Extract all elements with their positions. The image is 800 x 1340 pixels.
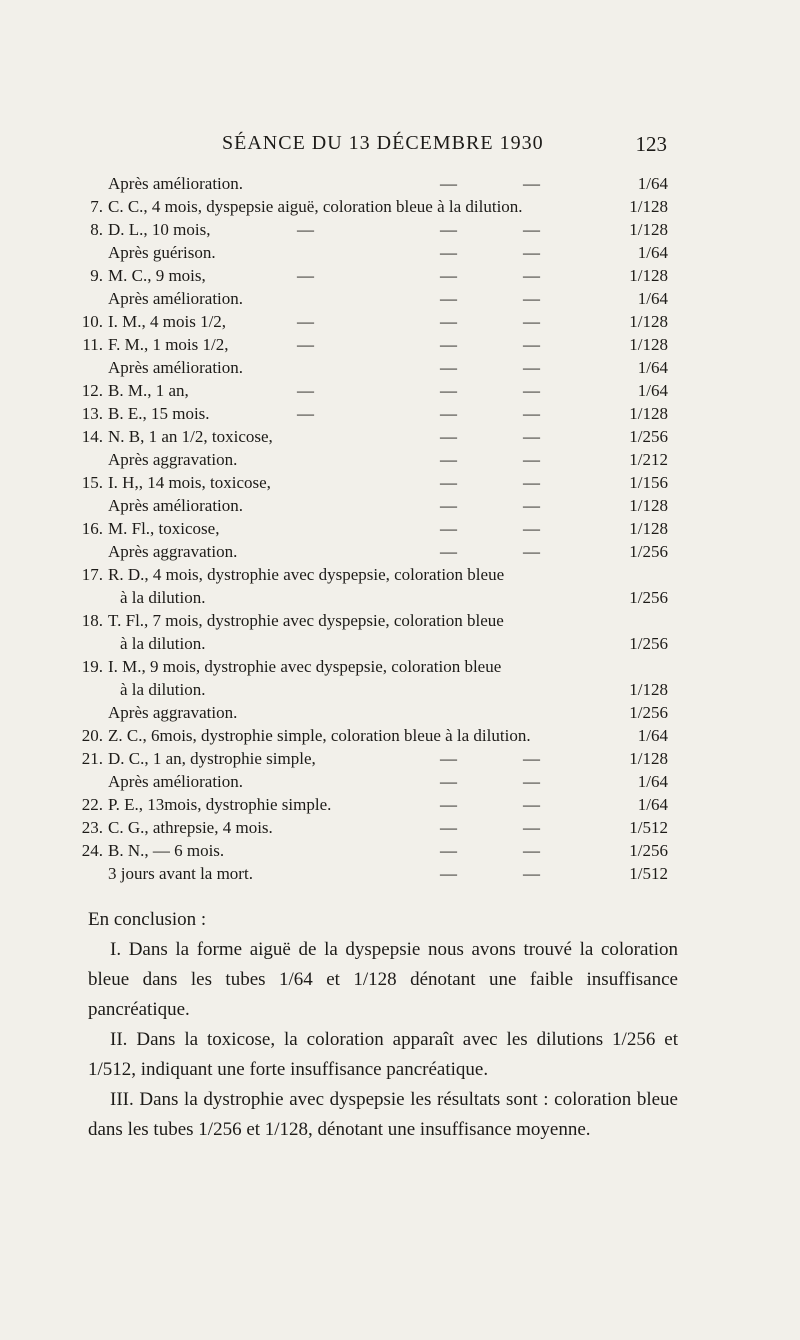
conclusion-section — [88, 905, 678, 1145]
case-number: 19. — [81, 657, 103, 676]
ditto-dash: — — [440, 335, 457, 354]
ditto-dash: — — [523, 496, 540, 515]
ditto-dash: — — [523, 841, 540, 860]
case-description: I. H,, 14 mois, toxicose, — [108, 473, 271, 492]
ditto-dash: — — [440, 772, 457, 791]
case-description: M. Fl., toxicose, — [108, 519, 220, 538]
case-description: Après amélioration. — [108, 358, 244, 377]
case-row — [0, 402, 800, 425]
case-description: 3 jours avant la mort. — [108, 864, 253, 883]
dilution-value: 1/256 — [629, 634, 668, 653]
case-number: 21. — [81, 749, 103, 768]
conclusion-paragraph: III. Dans la dystrophie avec dyspepsie les résultats sont : coloration bleue dans les tubes 1/256 et 1/128, dénotant une insuffisance moyenne. — [88, 1089, 678, 1140]
ditto-dash: — — [440, 174, 457, 193]
case-description: D. L., 10 mois, — [108, 220, 211, 239]
case-description: P. E., 13mois, dystrophie simple. — [108, 795, 332, 814]
dilution-value: 1/256 — [629, 427, 668, 446]
dilution-value: 1/64 — [637, 358, 668, 377]
dilution-value: 1/64 — [637, 174, 668, 193]
dilution-value: 1/256 — [629, 542, 668, 561]
case-row — [0, 724, 800, 747]
ditto-dash: — — [440, 795, 457, 814]
case-row — [0, 540, 800, 563]
case-number: 13. — [81, 404, 103, 423]
case-row — [0, 264, 800, 287]
case-row — [0, 816, 800, 839]
case-number: 11. — [82, 335, 103, 354]
case-description: B. M., 1 an, — [108, 381, 189, 400]
case-row — [0, 839, 800, 862]
ditto-dash: — — [440, 473, 457, 492]
case-row — [0, 494, 800, 517]
case-row — [0, 678, 800, 701]
case-description: B. N., — 6 mois. — [108, 841, 225, 860]
ditto-dash: — — [440, 220, 457, 239]
case-description: T. Fl., 7 mois, dystrophie avec dyspepsie, coloration bleue — [108, 611, 504, 630]
case-number: 12. — [81, 381, 103, 400]
case-row — [0, 425, 800, 448]
case-number: 20. — [81, 726, 103, 745]
page-number: 123 — [635, 132, 667, 156]
case-row — [0, 356, 800, 379]
case-description: Après aggravation. — [108, 450, 238, 469]
ditto-dash: — — [523, 404, 540, 423]
case-description: I. M., 9 mois, dystrophie avec dyspepsie, coloration bleue — [108, 657, 502, 676]
ditto-dash: — — [440, 312, 457, 331]
dilution-value: 1/128 — [629, 404, 668, 423]
dilution-value: 1/64 — [637, 726, 668, 745]
conclusion-paragraph: I. Dans la forme aiguë de la dyspepsie nous avons trouvé la coloration bleue dans les tubes 1/64 et 1/128 dénotant une faible insuffisance pancréatique. — [88, 939, 678, 1020]
case-row — [0, 172, 800, 195]
case-description: Après aggravation. — [108, 703, 238, 722]
case-row — [0, 195, 800, 218]
ditto-dash: — — [523, 289, 540, 308]
ditto-dash: — — [440, 358, 457, 377]
case-row — [0, 517, 800, 540]
dilution-value: 1/64 — [637, 381, 668, 400]
ditto-dash: — — [297, 381, 314, 400]
dilution-value: 1/128 — [629, 680, 668, 699]
case-number: 22. — [81, 795, 103, 814]
case-row — [0, 747, 800, 770]
case-row — [0, 862, 800, 885]
case-description: Après amélioration. — [108, 174, 244, 193]
case-description: à la dilution. — [120, 680, 206, 699]
dilution-value: 1/64 — [637, 243, 668, 262]
case-description: Après amélioration. — [108, 289, 244, 308]
conclusion-paragraph: II. Dans la toxicose, la coloration apparaît avec les dilutions 1/256 et 1/512, indiquant une forte insuffisance pancréatique. — [88, 1029, 678, 1080]
dilution-value: 1/256 — [629, 841, 668, 860]
ditto-dash: — — [297, 220, 314, 239]
ditto-dash: — — [523, 381, 540, 400]
ditto-dash: — — [523, 335, 540, 354]
case-number: 24. — [81, 841, 103, 860]
dilution-value: 1/256 — [629, 703, 668, 722]
ditto-dash: — — [440, 818, 457, 837]
case-description: F. M., 1 mois 1/2, — [108, 335, 229, 354]
case-description: à la dilution. — [120, 634, 206, 653]
ditto-dash: — — [523, 174, 540, 193]
dilution-value: 1/64 — [637, 795, 668, 814]
ditto-dash: — — [523, 772, 540, 791]
page-header — [0, 128, 800, 164]
ditto-dash: — — [440, 381, 457, 400]
case-description: I. M., 4 mois 1/2, — [108, 312, 227, 331]
case-number: 17. — [81, 565, 103, 584]
ditto-dash: — — [440, 841, 457, 860]
dilution-value: 1/128 — [629, 496, 668, 515]
ditto-dash: — — [523, 450, 540, 469]
case-description: N. B, 1 an 1/2, toxicose, — [108, 427, 273, 446]
case-number: 14. — [81, 427, 103, 446]
ditto-dash: — — [440, 427, 457, 446]
ditto-dash: — — [523, 243, 540, 262]
case-description: M. C., 9 mois, — [108, 266, 206, 285]
dilution-value: 1/128 — [629, 220, 668, 239]
case-description: à la dilution. — [120, 588, 206, 607]
ditto-dash: — — [297, 266, 314, 285]
running-title: SÉANCE DU 13 DÉCEMBRE 1930 — [222, 132, 544, 154]
case-row — [0, 701, 800, 724]
ditto-dash: — — [523, 358, 540, 377]
ditto-dash: — — [523, 427, 540, 446]
ditto-dash: — — [440, 289, 457, 308]
dilution-value: 1/256 — [629, 588, 668, 607]
ditto-dash: — — [523, 542, 540, 561]
case-description: C. G., athrepsie, 4 mois. — [108, 818, 273, 837]
ditto-dash: — — [523, 519, 540, 538]
ditto-dash: — — [440, 450, 457, 469]
case-description: B. E., 15 mois. — [108, 404, 210, 423]
dilution-value: 1/64 — [637, 772, 668, 791]
case-number: 9. — [90, 266, 103, 285]
dilution-value: 1/128 — [629, 749, 668, 768]
case-row — [0, 586, 800, 609]
case-row — [0, 379, 800, 402]
case-description: C. C., 4 mois, dyspepsie aiguë, coloration bleue à la dilution. — [108, 197, 523, 216]
dilution-value: 1/128 — [629, 312, 668, 331]
case-row — [0, 632, 800, 655]
ditto-dash: — — [440, 496, 457, 515]
case-row — [0, 609, 800, 632]
dilution-value: 1/512 — [629, 864, 668, 883]
ditto-dash: — — [440, 519, 457, 538]
ditto-dash: — — [440, 749, 457, 768]
dilution-value: 1/212 — [629, 450, 668, 469]
dilution-value: 1/64 — [637, 289, 668, 308]
case-description: D. C., 1 an, dystrophie simple, — [108, 749, 316, 768]
case-number: 7. — [90, 197, 103, 216]
case-row — [0, 563, 800, 586]
case-description: Après amélioration. — [108, 772, 244, 791]
case-description: Après aggravation. — [108, 542, 238, 561]
ditto-dash: — — [523, 818, 540, 837]
conclusion-heading: En conclusion : — [88, 909, 207, 930]
dilution-value: 1/128 — [629, 266, 668, 285]
case-row — [0, 655, 800, 678]
ditto-dash: — — [523, 473, 540, 492]
case-row — [0, 310, 800, 333]
case-row — [0, 218, 800, 241]
dilution-value: 1/128 — [629, 197, 668, 216]
case-number: 23. — [81, 818, 103, 837]
ditto-dash: — — [297, 404, 314, 423]
case-number: 8. — [90, 220, 103, 239]
case-row — [0, 287, 800, 310]
case-row — [0, 241, 800, 264]
ditto-dash: — — [523, 864, 540, 883]
case-row — [0, 770, 800, 793]
dilution-value: 1/128 — [629, 519, 668, 538]
case-number: 16. — [81, 519, 103, 538]
ditto-dash: — — [440, 243, 457, 262]
ditto-dash: — — [297, 312, 314, 331]
ditto-dash: — — [523, 749, 540, 768]
case-row — [0, 448, 800, 471]
ditto-dash: — — [440, 542, 457, 561]
ditto-dash: — — [440, 266, 457, 285]
ditto-dash: — — [523, 220, 540, 239]
case-number: 15. — [81, 473, 103, 492]
case-description: Après guérison. — [108, 243, 216, 262]
case-row — [0, 471, 800, 494]
ditto-dash: — — [440, 404, 457, 423]
ditto-dash: — — [523, 312, 540, 331]
dilution-value: 1/128 — [629, 335, 668, 354]
ditto-dash: — — [523, 266, 540, 285]
case-number: 18. — [81, 611, 103, 630]
ditto-dash: — — [297, 335, 314, 354]
case-row — [0, 793, 800, 816]
case-list — [0, 172, 800, 885]
dilution-value: 1/512 — [629, 818, 668, 837]
case-description: R. D., 4 mois, dystrophie avec dyspepsie, coloration bleue — [108, 565, 505, 584]
case-description: Z. C., 6mois, dystrophie simple, coloration bleue à la dilution. — [108, 726, 531, 745]
ditto-dash: — — [440, 864, 457, 883]
case-row — [0, 333, 800, 356]
case-number: 10. — [81, 312, 103, 331]
ditto-dash: — — [523, 795, 540, 814]
case-description: Après amélioration. — [108, 496, 244, 515]
dilution-value: 1/156 — [629, 473, 668, 492]
